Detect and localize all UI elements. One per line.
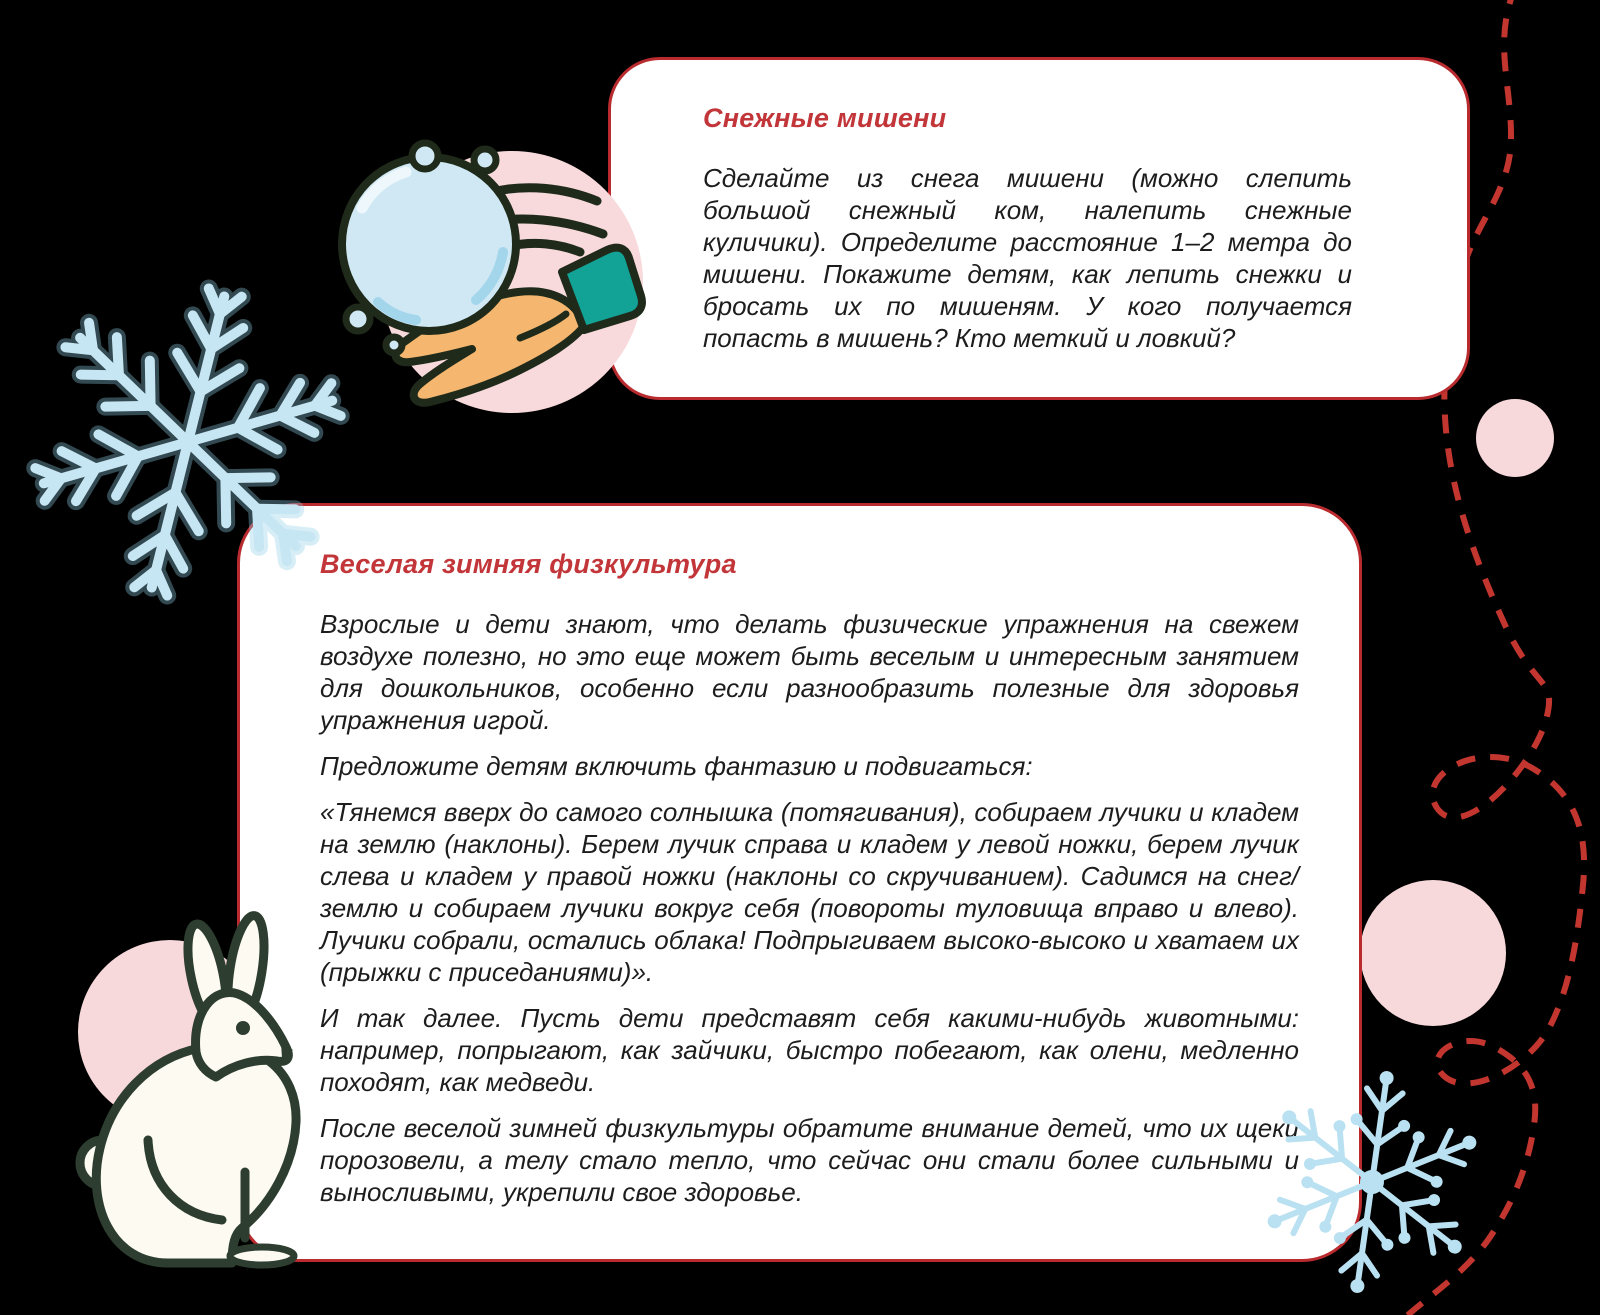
snowflake-bottom-right-icon [1250, 1059, 1494, 1305]
card-paragraph: И так далее. Пусть дети представят себя какими-нибудь животными: например, попрыгают, как зайчики, быстро побегают, как олени, медленно походят, как медведи. [320, 1003, 1299, 1097]
card-paragraph: Сделайте из снега мишени (можно слепить большой снежный ком, налепить снежные куличики). Определите расстояние 1–2 метра до мишени. Покажите детям, как лепить снежки и бросать их по мишеням. У кого получается попасть в мишень? Кто меткий и ловкий? [703, 163, 1352, 353]
snowball-hand-illustration [342, 143, 643, 413]
rabbit-foot-icon [230, 1247, 294, 1265]
snowflake-left-icon [6, 256, 370, 627]
card-title: Снежные мишени [703, 103, 947, 133]
card-paragraph: После веселой зимней физкультуры обратите внимание детей, что их щеки порозовели, а телу стало тепло, что сейчас они стали более сильными и выносливыми, укрепили свое здоровье. [320, 1113, 1299, 1207]
rabbit-eye-icon [236, 1021, 250, 1035]
card-paragraph: «Тянемся вверх до самого солнышка (потягивания), собираем лучики и кладем на землю (наклоны). Берем лучик справа и кладем у левой ножки, берем лучик слева и кладем у правой ножки (наклоны со скручиванием). Садимся на снег/землю и собираем лучики вокруг себя (повороты туловища вправо и влево). Лучики собрали, остались облака! Подпрыгиваем высоко-высоко и хватаем их (прыжки с приседаниями)». [320, 797, 1299, 987]
card-title: Веселая зимняя физкультура [320, 549, 737, 579]
snowball-icon [342, 157, 516, 331]
card-paragraph: Взрослые и дети знают, что делать физические упражнения на свежем воздухе полезно, но это еще может быть веселым и интересным занятием для дошкольников, особенно если разнообразить полезные для здоровья упражнения игрой. [320, 609, 1299, 735]
card-paragraph: Предложите детям включить фантазию и подвигаться: [320, 751, 1033, 781]
rabbit-body-icon [96, 1046, 296, 1263]
rabbit-illustration [80, 913, 296, 1265]
